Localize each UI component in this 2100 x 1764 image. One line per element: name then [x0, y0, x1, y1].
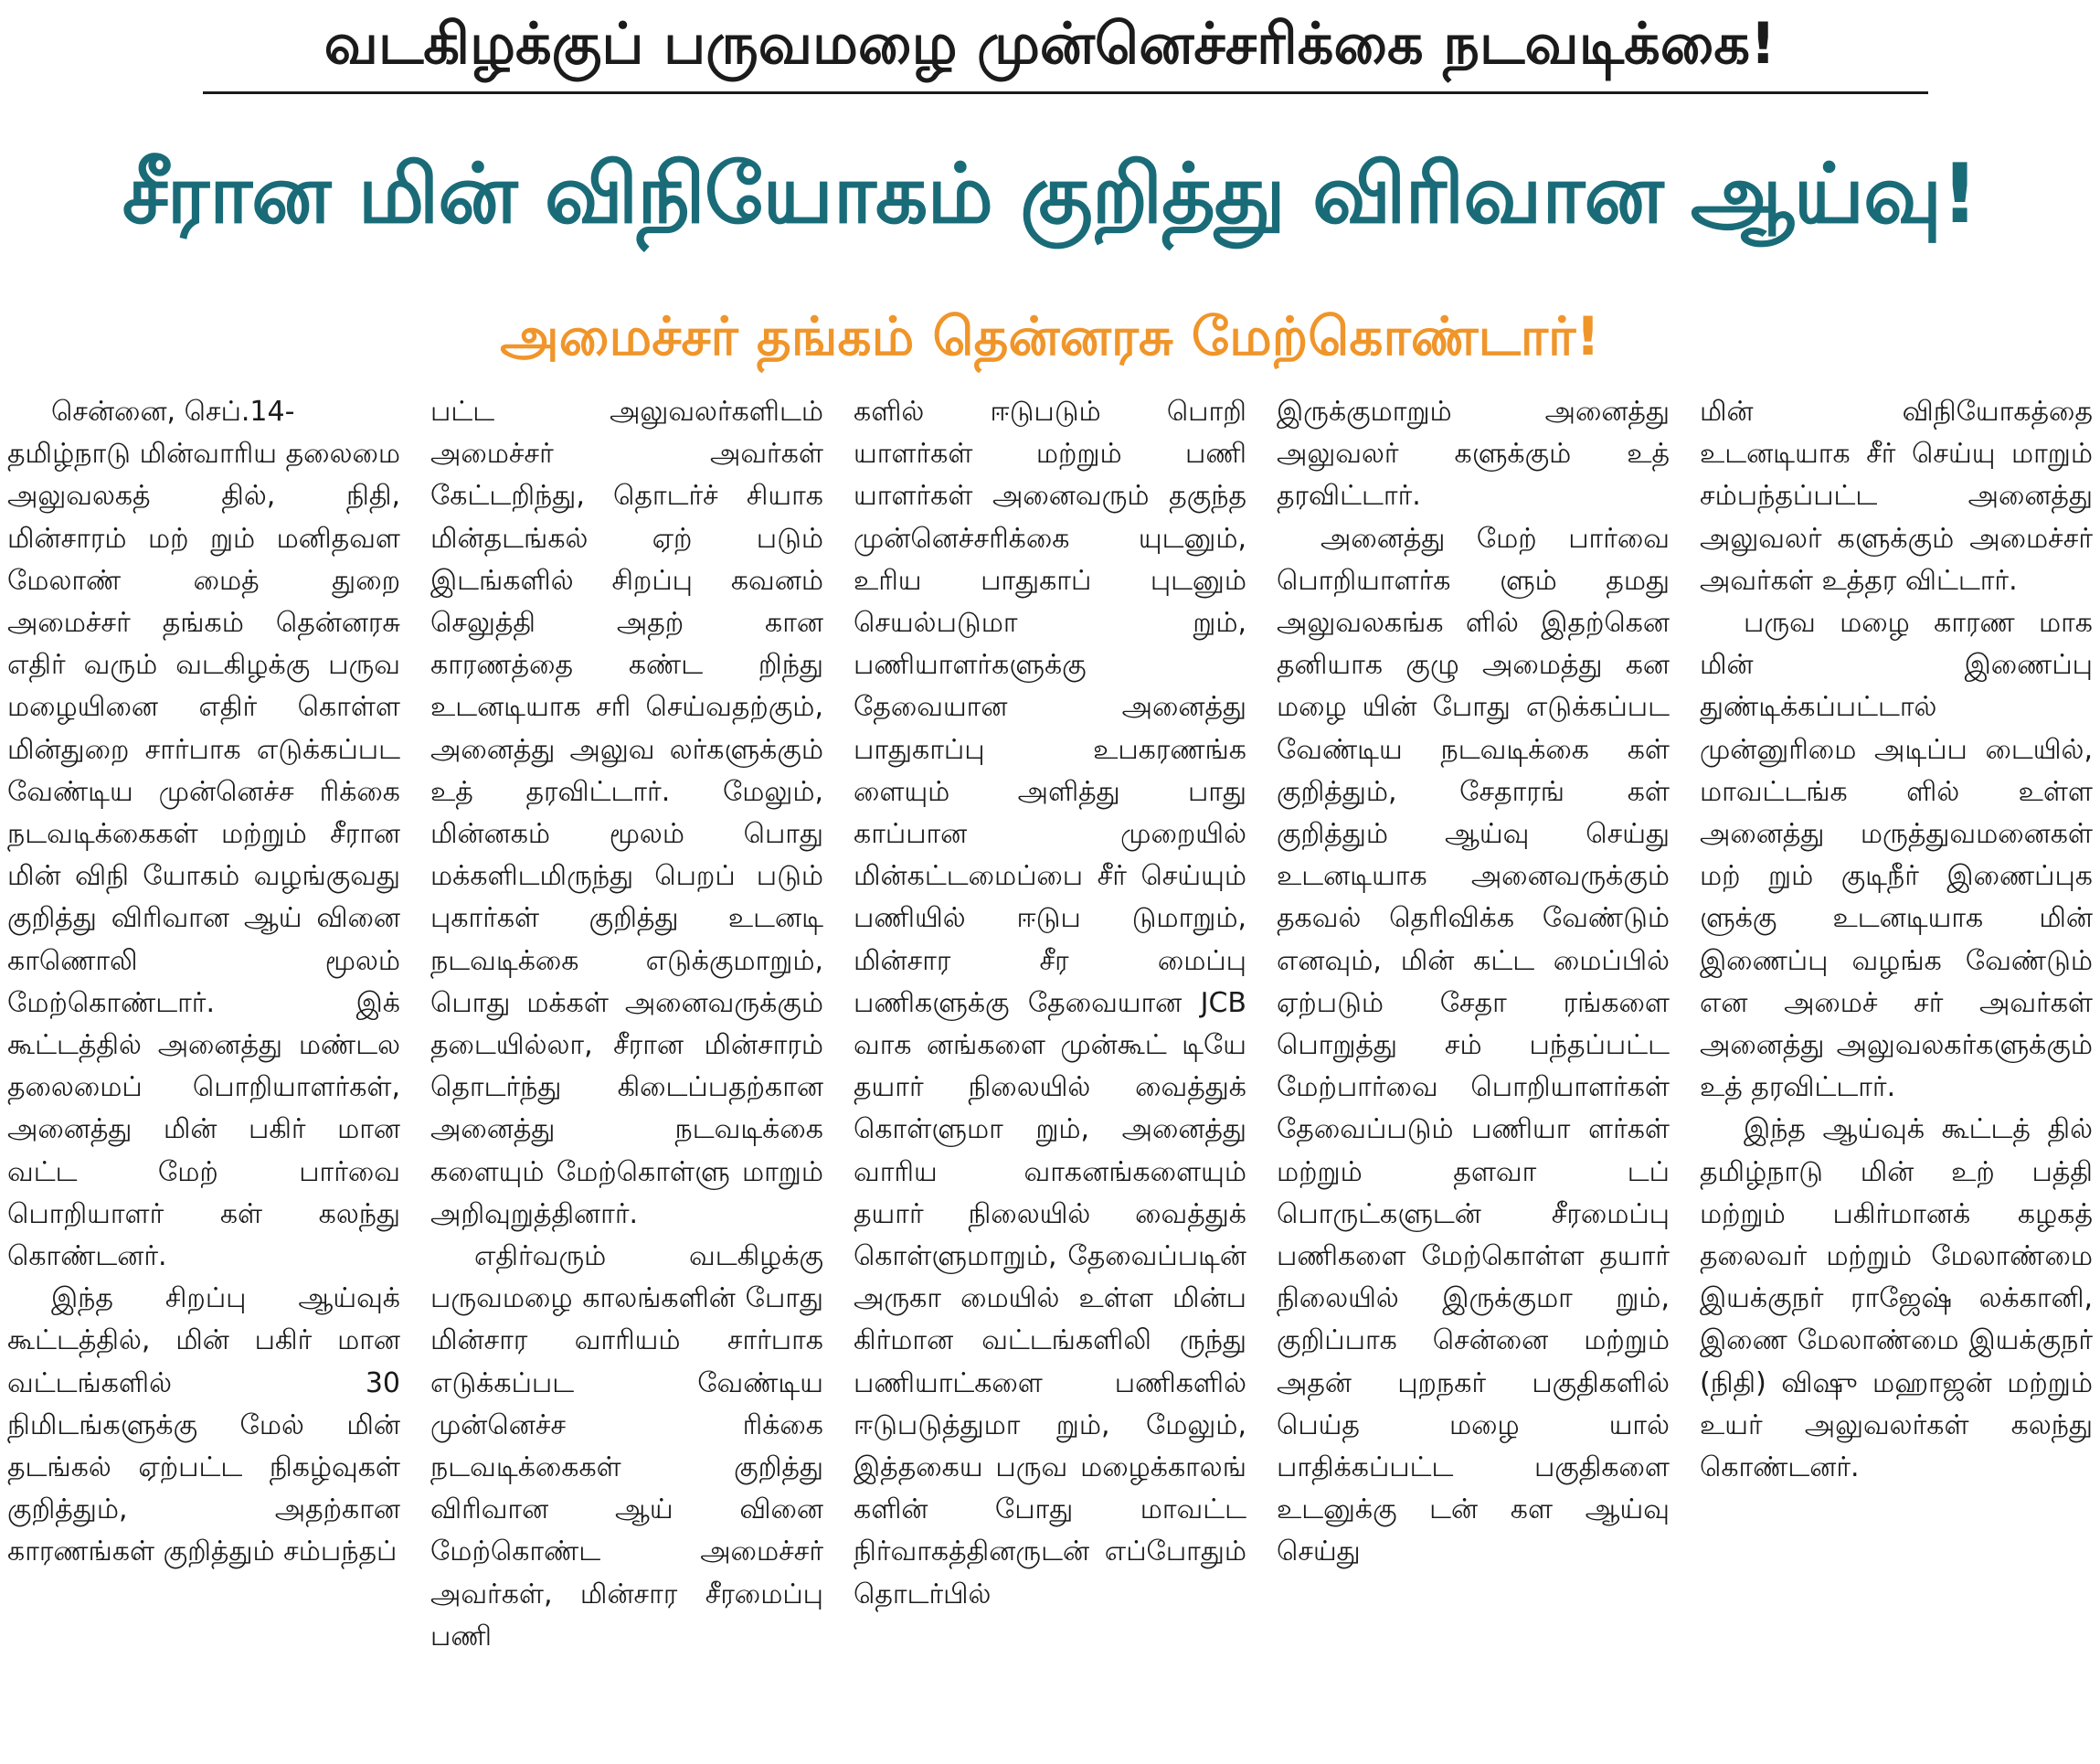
dateline: சென்னை, செப்.14-: [51, 396, 295, 428]
paragraph: மின் விநியோகத்தை உடனடியாக சீர் செய்யு மாறும் சம்பந்தப்பட்ட அனைத்து அலுவலர் களுக்கும் அமைச்சர் அவர்கள் உத்தர விட்டார்.: [1700, 396, 2093, 597]
paragraph: தமிழ்நாடு மின்வாரிய தலைமை அலுவலகத் தில், நிதி, மின்சாரம் மற் றும் மனிதவள மேலாண் மைத் துறை அமைச்சர் தங்கம் தென்னரசு எதிர் வரும் வடகிழக்கு பருவ மழையினை எதிர் கொள்ள மின்துறை சார்பாக எடுக்கப்பட வேண்டிய முன்னெச்ச ரிக்கை நடவடிக்கைகள் மற்றும் சீரான மின் விநி யோகம் வழங்குவது குறித்து விரிவான ஆய் வினை காணொலி மூலம் மேற்கொண்டார். இக் கூட்டத்தில் அனைத்து மண்டல தலைமைப் பொறியாளர்கள், அனைத்து மின் பகிர் மான வட்ட மேற் பார்வை பொறியாளர் கள் கலந்து கொண்டனர்.: [7, 438, 400, 1273]
paragraph: அனைத்து மேற் பார்வை பொறியாளர்க ளும் தமது அலுவலகங்க ளில் இதற்கென தனியாக குழு அமைத்து கன மழை யின் போது எடுக்கப்பட வேண்டிய நடவடிக்கை கள் குறித்தும், சேதாரங் கள் குறித்தும் ஆய்வு செய்து உடனடியாக அனைவருக்கும் தகவல் தெரிவிக்க வேண்டும் எனவும், மின் கட்ட மைப்பில் ஏற்படும் சேதா ரங்களை பொறுத்து சம் பந்தப்பட்ட மேற்பார்வை பொறியாளர்கள் தேவைப்படும் பணியா ளர்கள் மற்றும் தளவா டப் பொருட்களுடன் சீரமைப்பு பணிகளை மேற்கொள்ள தயார் நிலையில் இருக்குமா றும், குறிப்பாக சென்னை மற்றும் அதன் புறநகர் பகுதிகளில் பெய்த மழை யால் பாதிக்கப்பட்ட பகுதிகளை உடனுக்கு டன் கள ஆய்வு செய்து: [1277, 522, 1670, 1568]
main-headline: சீரான மின் விநியோகம் குறித்து விரிவான ஆய்வு!: [122, 146, 1978, 242]
paragraph: களில் ஈடுபடும் பொறி யாளர்கள் மற்றும் பணி யாளர்கள் அனைவரும் தகுந்த முன்னெச்சரிக்கை யுடனும், உரிய பாதுகாப் புடனும் செயல்படுமா றும், பணியாளர்களுக்கு தேவையான அனைத்து பாதுகாப்பு உபகரணங்க ளையும் அளித்து பாது காப்பான முறையில் மின்கட்டமைப்பை சீர் செய்யும் பணியில் ஈடுப டுமாறும், மின்சார சீர மைப்பு பணிகளுக்கு தேவையான JCB வாக னங்களை முன்கூட் டியே தயார் நிலையில் வைத்துக் கொள்ளுமா றும், அனைத்து வாரிய வாகனங்களையும் தயார் நிலையில் வைத்துக் கொள்ளுமாறும், தேவைப்படின் அருகா மையில் உள்ள மின்ப கிர்மான வட்டங்களிலி ருந்து பணியாட்களை பணிகளில் ஈடுபடுத்துமா றும், மேலும், இத்தகைய பருவ மழைக்காலங் களின் போது மாவட்ட நிர்வாகத்தினருடன் எப்போதும் தொடர்பில்: [854, 396, 1246, 1610]
article-column-3: [854, 391, 1246, 1753]
kicker-headline: வடகிழக்குப் பருவமழை முன்னெச்சரிக்கை நடவடிக்கை!: [323, 10, 1777, 77]
paragraph: பருவ மழை காரண மாக மின் இணைப்பு துண்டிக்கப்பட்டால் முன்னுரிமை அடிப்ப டையில், மாவட்டங்க ளில் உள்ள அனைத்து மருத்துவமனைகள் மற் றும் குடிநீர் இணைப்புக ளுக்கு உடனடியாக மின் இணைப்பு வழங்க வேண்டும் என அமைச் சர் அவர்கள் அனைத்து அலுவலகர்களுக்கும் உத் தரவிட்டார்.: [1700, 607, 2093, 1104]
article-column-1: [7, 391, 400, 1753]
paragraph: பட்ட அலுவலர்களிடம் அமைச்சர் அவர்கள் கேட்டறிந்து, தொடர்ச் சியாக மின்தடங்கல் ஏற் படும் இடங்களில் சிறப்பு கவனம் செலுத்தி அதற் கான காரணத்தை கண்ட றிந்து உடனடியாக சரி செய்வதற்கும், அனைத்து அலுவ லர்களுக்கும் உத் தரவிட்டார். மேலும், மின்னகம் மூலம் பொது மக்களிடமிருந்து பெறப் படும் புகார்கள் குறித்து உடனடி நடவடிக்கை எடுக்குமாறும், பொது மக்கள் அனைவருக்கும் தடையில்லா, சீரான மின்சாரம் தொடர்ந்து கிடைப்பதற்கான அனைத்து நடவடிக்கை களையும் மேற்கொள்ளு மாறும் அறிவுறுத்தினார்.: [430, 396, 823, 1230]
article-column-4: [1277, 391, 1670, 1753]
kicker-underline: [203, 91, 1928, 94]
subheadline: அமைச்சர் தங்கம் தென்னரசு மேற்கொண்டார்!: [500, 305, 1600, 367]
paragraph: இந்த சிறப்பு ஆய்வுக் கூட்டத்தில், மின் பகிர் மான வட்டங்களில் 30 நிமிடங்களுக்கு மேல் மின் தடங்கல் ஏற்பட்ட நிகழ்வுகள் குறித்தும், அதற்கான காரணங்கள் குறித்தும் சம்பந்தப்: [7, 1282, 400, 1568]
article-column-2: [430, 391, 823, 1753]
paragraph: இந்த ஆய்வுக் கூட்டத் தில் தமிழ்நாடு மின் உற் பத்தி மற்றும் பகிர்மானக் கழகத் தலைவர் மற்றும் மேலாண்மை இயக்குநர் ராஜேஷ் லக்கானி, இணை மேலாண்மை இயக்குநர் (நிதி) விஷு மஹாஜன் மற்றும் உயர் அலுவலர்கள் கலந்து கொண்டனர்.: [1700, 1113, 2093, 1484]
article-column-5: [1700, 391, 2093, 1753]
paragraph: எதிர்வரும் வடகிழக்கு பருவமழை காலங்களின் போது மின்சார வாரியம் சார்பாக எடுக்கப்பட வேண்டிய முன்னெச்ச ரிக்கை நடவடிக்கைகள் குறித்து விரிவான ஆய் வினை மேற்கொண்ட அமைச்சர் அவர்கள், மின்சார சீரமைப்பு பணி: [430, 1240, 823, 1652]
paragraph: இருக்குமாறும் அனைத்து அலுவலர் களுக்கும் உத் தரவிட்டார்.: [1277, 396, 1670, 513]
article-body: [7, 391, 2093, 1753]
